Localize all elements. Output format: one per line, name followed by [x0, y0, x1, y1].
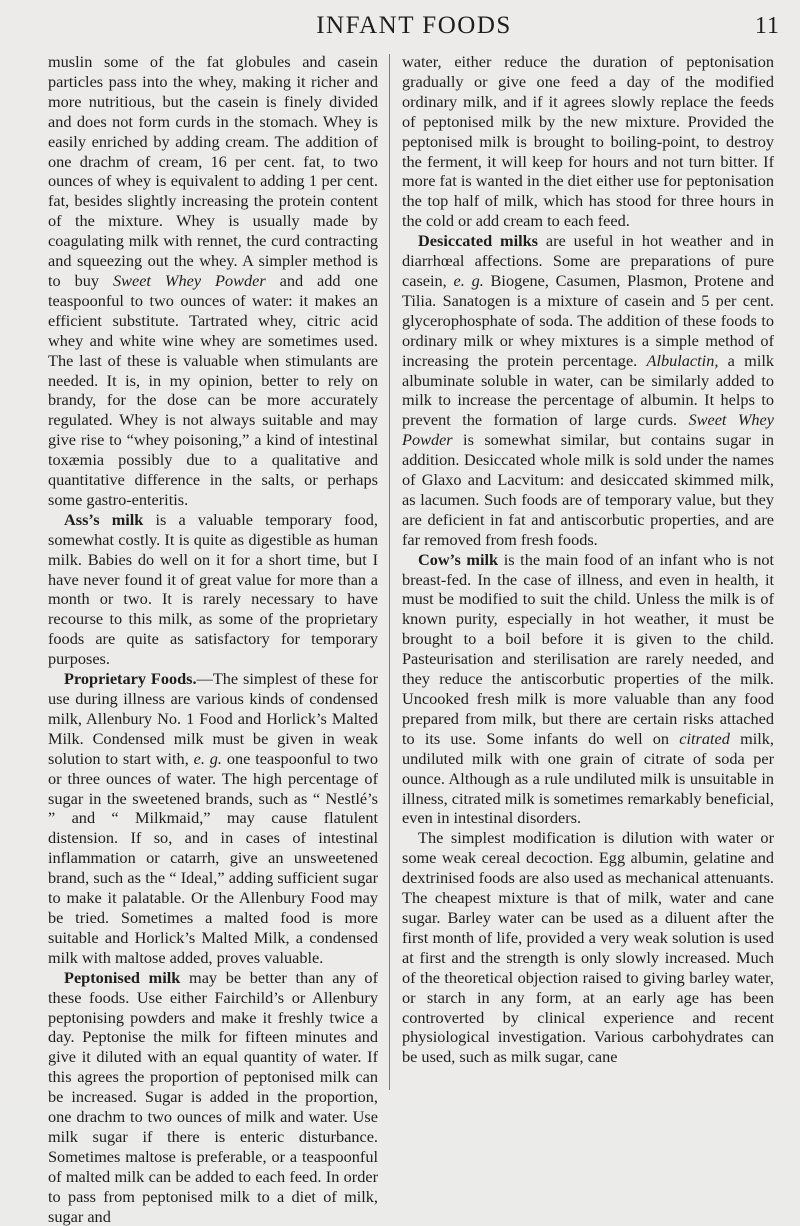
- right-column: [402, 52, 774, 1067]
- italic-term: e. g.: [453, 270, 484, 290]
- text-segment: water, either reduce the duration of peptonisation gradually or give one feed a day of the modified ordinary milk, and if it agrees slowly replace the feeds of peptonised milk by the new mixture. Provided the peptonised milk is brought to boiling-point, to destroy the ferment, it will keep for hours and not turn bitter. If more fat is wanted in the diet either use for peptonisation the top half of milk, which has stood for three hours in the cold or add cream to each feed.: [402, 52, 774, 231]
- section-heading: Proprietary Foods.: [64, 669, 197, 689]
- italic-term: Sweet Whey Powder: [402, 410, 775, 450]
- paragraph-proprietary-foods: [48, 669, 378, 968]
- text-segment: —The simplest of these for use during illness are various kinds of condensed milk, Allenbury No. 1 Food and Horlick’s Malted Milk. Condensed milk must be given in weak solution to start with,: [48, 669, 378, 768]
- left-column: [48, 52, 378, 1226]
- paragraph-whey: [48, 52, 378, 510]
- page-header: [48, 8, 780, 44]
- text-segment: may be better than any of these foods. Use either Fairchild’s or Allenbury peptonising powders and make it freshly twice a day. Peptonise the milk for fifteen minutes and give it diluted with an equal quantity of water. If this agrees the proportion of peptonised milk can be increased. Sugar is added in the proportion, one drachm to two ounces of milk and water. Use milk sugar if there is enteric disturbance. Sometimes maltose is preferable, or a teaspoonful of malted milk can be added to each feed. In order to pass from peptonised milk to a diet of milk, sugar and: [48, 967, 378, 1226]
- paragraph-asses-milk: [48, 510, 378, 669]
- column-divider: [389, 54, 390, 1090]
- text-segment: is the main food of an infant who is not breast-fed. In the case of illness, and even in health, it must be modified to suit the child. Unless the milk is of known purity, especially in hot weather, it must be brought to a boil before it is given to the child. Pasteurisation and sterilisation are rarely needed, and they reduce the antiscorbutic properties of the milk. Uncooked fresh milk is more valuable than any food prepared from milk, but there are certain risks attached to its use. Some infants do well on: [402, 549, 774, 748]
- page-number: 11: [754, 13, 780, 39]
- running-title: INFANT FOODS: [316, 12, 512, 39]
- paragraph-heading: Cow’s milk: [418, 549, 499, 569]
- text-segment: one teaspoonful to two or three ounces of water. The high percentage of sugar in the sweetened brands, such as “ Nestlé’s ” and “ Milkmaid,” may cause flatulent distension. If so, and in cases of intestinal inflammation or catarrh, give an unsweetened brand, such as the “ Ideal,” adding sufficient sugar to make it palatable. Or the Allenbury Food may be tried. Sometimes a malted food is more suitable and Horlick’s Malted Milk, a condensed milk with maltose added, proves valuable.: [48, 748, 378, 967]
- text-segment: are useful in hot weather and in diarrhœal affections. Some are preparations of pure casein,: [402, 231, 774, 290]
- text-segment: milk, undiluted milk with one grain of citrate of soda per ounce. Although as a rule undiluted milk is unsuitable in illness, citrated milk is sometimes remarkably beneficial, even in intestinal disorders.: [402, 728, 774, 828]
- italic-term: Albulactin,: [646, 350, 719, 370]
- paragraph-peptonised-milk: [48, 968, 378, 1226]
- paragraph-heading: Ass’s milk: [64, 509, 144, 529]
- text-segment: The simplest modification is dilution with water or some weak cereal decoction. Egg albumin, gelatine and dextrinised foods are also used as mechanical attenuants. The cheapest mixture is that of milk, water and cane sugar. Barley water can be used as a diluent after the first month of life, provided a very weak solution is used at first and the strength is only slowly increased. Much of the theoretical objection raised to giving barley water, or starch in any form, at an early age has been controverted by clinical experience and recent physiological investigation. Various carbohydrates can be used, such as milk sugar, cane: [402, 828, 774, 1067]
- paragraph-peptonisation: [402, 52, 774, 231]
- text-segment: is a valuable temporary food, somewhat costly. It is quite as digestible as human milk. Babies do well on it for a short time, but I have never found it of great value for more than a month or two. It is rarely necessary to have recourse to this milk, as some of the proprietary foods are quite as satisfactory for temporary purposes.: [48, 509, 379, 669]
- text-segment: is somewhat similar, but contains sugar in addition. Desiccated whole milk is sold under the names of Glaxo and Lacvitum: and desiccated skimmed milk, as lacumen. Such foods are of temporary value, but they are deficient in fat and antiscorbutic properties, and are far removed from fresh foods.: [402, 430, 774, 549]
- text-segment: Biogene, Casumen, Plasmon, Protene and Tilia. Sanatogen is a mixture of casein and 5 per cent. glycerophosphate of soda. The addition of these foods to ordinary milk or whey mixtures is a simple method of increasing the protein percentage.: [402, 270, 774, 370]
- italic-term: e. g.: [193, 748, 222, 768]
- italic-term: Sweet Whey Powder: [112, 270, 266, 290]
- text-segment: a milk albuminate soluble in water, can be similarly added to milk to increase the percentage of albumin. It helps to prevent the formation of large curds.: [402, 350, 775, 430]
- paragraph-heading: Peptonised milk: [64, 967, 181, 987]
- paragraph-dilution: [402, 828, 774, 1067]
- paragraph-cows-milk: [402, 550, 774, 829]
- paragraph-desiccated-milks: [402, 231, 774, 550]
- paragraph-heading: Desiccated milks: [418, 231, 539, 251]
- text-segment: muslin some of the fat globules and casein particles pass into the whey, making it richer and more nutritious, but the casein is finely divided and does not form curds in the stomach. Whey is easily enriched by adding cream. The addition of one drachm of cream, 16 per cent. fat, to two ounces of whey is equivalent to adding 1 per cent. fat, besides slightly increasing the protein content of the mixture. Whey is usually made by coagulating milk with rennet, the curd contracting and squeezing out the whey. A simpler method is to buy: [48, 52, 378, 290]
- text-segment: and add one teaspoonful to two ounces of water: it makes an efficient substitute. Tartrated whey, citric acid whey and white wine whey are sometimes used. The last of these is valuable when stimulants are needed. It is, in my opinion, better to rely on brandy, for the dose can be more accurately regulated. Whey is not always suitable and may give rise to “whey poisoning,” a kind of intestinal toxæmia possibly due to a qualitative and quantitative difference in the salts, or perhaps some gastro-enteritis.: [48, 270, 379, 509]
- italic-term: citrated: [679, 728, 730, 748]
